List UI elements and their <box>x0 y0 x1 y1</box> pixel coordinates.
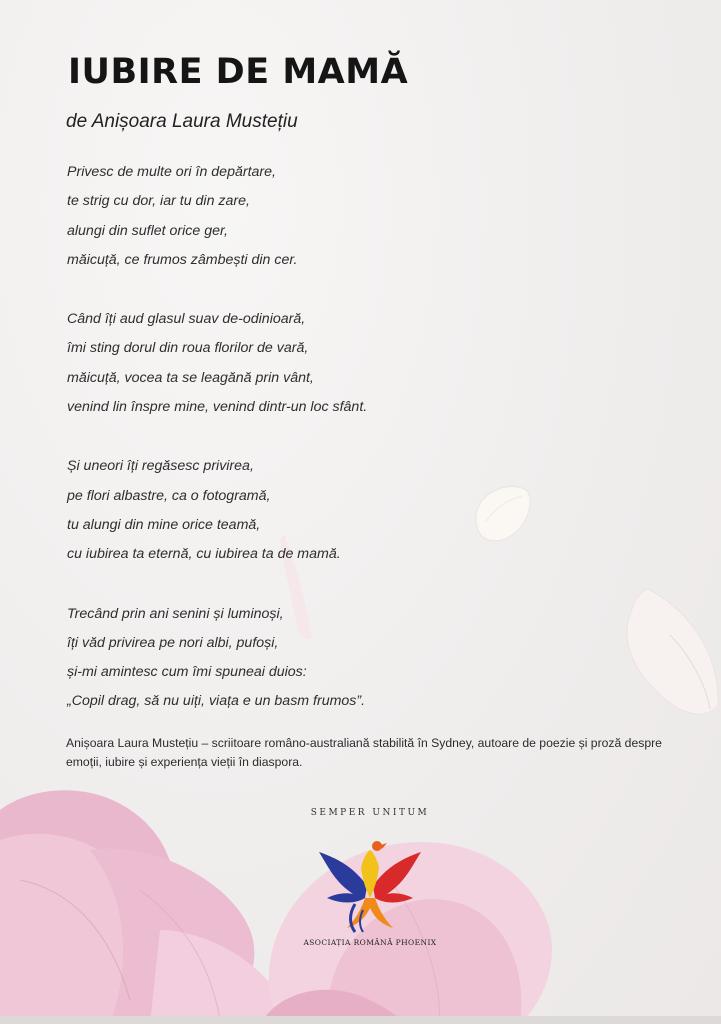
poem-line: te strig cu dor, iar tu din zare, <box>67 193 250 210</box>
poem-body <box>67 158 487 747</box>
poem-line: pe flori albastre, ca o fotogramă, <box>67 487 271 504</box>
logo-name: ASOCIAȚIA ROMÂNĂ PHOENIX <box>303 938 437 947</box>
stanza <box>67 600 487 717</box>
poem-line: îmi sting dorul din roua florilor de vară, <box>67 340 309 357</box>
poem-line: măicuță, vocea ta se leagănă prin vânt, <box>67 369 314 386</box>
poem-line: și-mi amintesc cum îmi spuneai duios: <box>67 664 307 681</box>
stanza <box>67 158 487 275</box>
poem-line: tu alungi din mine orice teamă, <box>67 516 261 533</box>
poem-title: IUBIRE DE MAMĂ <box>68 52 409 92</box>
bottom-strip <box>0 1016 721 1024</box>
stanza <box>67 305 487 422</box>
poem-line: Trecând prin ani senini și luminoși, <box>67 605 284 622</box>
phoenix-icon <box>315 828 425 936</box>
poem-line: cu iubirea ta eternă, cu iubirea ta de mamă. <box>67 546 341 563</box>
association-logo <box>270 800 470 970</box>
poem-line: măicuță, ce frumos zâmbești din cer. <box>67 251 298 268</box>
poem-author: de Anișoara Laura Mustețiu <box>66 111 298 132</box>
poem-line: Și uneori îți regăsesc privirea, <box>67 458 254 475</box>
poem-line: îți văd privirea pe nori albi, pufoși, <box>67 634 279 651</box>
poem-line: Când îți aud glasul suav de-odinioară, <box>67 311 306 328</box>
petal-right-icon <box>610 585 721 725</box>
author-note: Anișoara Laura Mustețiu – scriitoare româno-australiană stabilită în Sydney, autoare de poezie și proză despre emoții, iubire și experiența vieții în diaspora. <box>66 736 662 769</box>
poem-line: alungi din suflet orice ger, <box>67 222 228 239</box>
poem-line: „Copil drag, să nu uiți, viața e un basm frumos”. <box>67 693 366 710</box>
logo-motto: SEMPER UNITUM <box>310 808 430 818</box>
poem-line: venind lin înspre mine, venind dintr-un loc sfânt. <box>67 399 368 416</box>
poem-line: Privesc de multe ori în depărtare, <box>67 164 276 180</box>
stanza <box>67 452 487 569</box>
